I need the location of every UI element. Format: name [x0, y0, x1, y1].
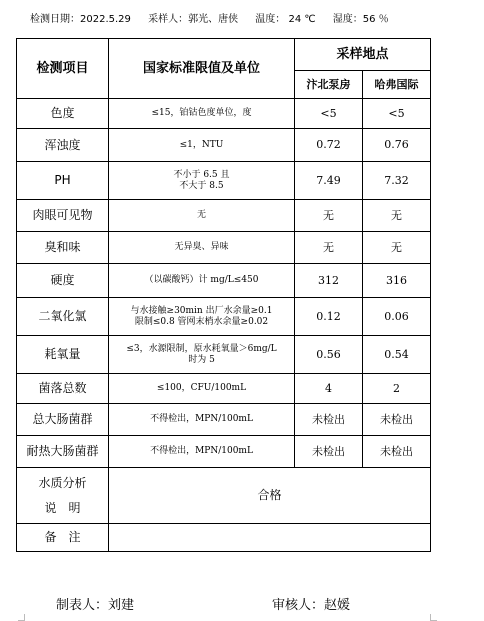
table-row: [17, 129, 431, 162]
standard-line: 限制≤0.8 管网末梢水余量≥0.02: [134, 316, 269, 327]
standard-line: ≤1，NTU: [179, 139, 224, 150]
standard-cell: [109, 162, 295, 200]
standard-line: ≤15，铂钴色度单位，度: [151, 108, 252, 119]
standard-cell: [109, 404, 295, 436]
standard-line: 不大于 8.5: [179, 180, 224, 191]
col-standard-header: 国家标准限值及单位: [109, 39, 295, 99]
standard-line: 时为 5: [188, 354, 215, 365]
remarks-row: [17, 524, 431, 552]
standard-cell: [109, 99, 295, 129]
site2-value: 316: [363, 264, 431, 298]
site2-value: 无: [363, 232, 431, 264]
item-cell: 耐热大肠菌群: [17, 436, 109, 468]
standard-line: 与水接触≥30min 出厂水余量≥0.1: [130, 305, 273, 316]
standard-line: 无: [196, 210, 206, 221]
standard-line: 不得检出，MPN/100mL: [150, 446, 253, 457]
site2-value: 7.32: [363, 162, 431, 200]
standard-cell: [109, 298, 295, 336]
sampler: 采样人：郭光、唐侠: [148, 14, 239, 25]
site1-value: 无: [295, 232, 363, 264]
standard-cell: [109, 436, 295, 468]
table-row: [17, 298, 431, 336]
test-date: 检测日期：2022.5.29: [30, 14, 131, 25]
water-quality-table: [16, 38, 431, 552]
item-cell: 总大肠菌群: [17, 404, 109, 436]
site1-value: 未检出: [295, 404, 363, 436]
site2-value: 0.54: [363, 336, 431, 374]
site1-value: 0.72: [295, 129, 363, 162]
remarks-label: 备 注: [17, 524, 109, 552]
standard-cell: [109, 232, 295, 264]
analysis-label-line: 水质分析: [38, 476, 87, 491]
item-cell: 色度: [17, 99, 109, 129]
site1-header: 汴北泵房: [295, 71, 363, 99]
analysis-label: [17, 468, 109, 524]
site1-value: <5: [295, 99, 363, 129]
standard-line: ≤3，水源限制，原水耗氧量＞6mg/L: [126, 343, 277, 354]
site2-value: 未检出: [363, 436, 431, 468]
item-cell: PH: [17, 162, 109, 200]
table-row: [17, 264, 431, 298]
standard-line: （以碳酸钙）计 mg/L≤450: [144, 275, 259, 286]
table-header-row: [17, 39, 431, 71]
standard-cell: [109, 129, 295, 162]
standard-line: 不小于 6.5 且: [173, 169, 230, 180]
analysis-label-line: 说 明: [44, 500, 81, 515]
site1-value: 0.12: [295, 298, 363, 336]
site1-value: 未检出: [295, 436, 363, 468]
prepared-by: 制表人：刘建: [56, 598, 135, 613]
site2-value: 未检出: [363, 404, 431, 436]
table-row: [17, 374, 431, 404]
table-row: [17, 336, 431, 374]
site2-value: 0.76: [363, 129, 431, 162]
remarks-value: [109, 524, 431, 552]
item-cell: 浑浊度: [17, 129, 109, 162]
table-row: [17, 162, 431, 200]
item-cell: 耗氧量: [17, 336, 109, 374]
table-row: [17, 436, 431, 468]
item-cell: 臭和味: [17, 232, 109, 264]
temperature: 温度： 24 ℃: [255, 14, 316, 25]
item-cell: 二氧化氯: [17, 298, 109, 336]
col-item-header: 检测项目: [17, 39, 109, 99]
report-header: [30, 10, 403, 25]
standard-cell: [109, 336, 295, 374]
site2-header: 哈弗国际: [363, 71, 431, 99]
reviewed-by: 审核人：赵媛: [272, 598, 351, 613]
standard-line: 无异臭、异味: [174, 242, 229, 253]
table-row: [17, 404, 431, 436]
site1-value: 0.56: [295, 336, 363, 374]
item-cell: 菌落总数: [17, 374, 109, 404]
site1-value: 312: [295, 264, 363, 298]
site1-value: 7.49: [295, 162, 363, 200]
site1-value: 无: [295, 200, 363, 232]
site2-value: 0.06: [363, 298, 431, 336]
humidity: 湿度：56 ％: [332, 14, 389, 25]
analysis-value: 合格: [109, 468, 431, 524]
col-sites-header: 采样地点: [295, 39, 431, 71]
standard-line: ≤100，CFU/100mL: [156, 383, 247, 394]
standard-line: 不得检出，MPN/100mL: [150, 414, 253, 425]
site1-value: 4: [295, 374, 363, 404]
site2-value: <5: [363, 99, 431, 129]
standard-cell: [109, 200, 295, 232]
analysis-row: [17, 468, 431, 524]
table-row: [17, 232, 431, 264]
standard-cell: [109, 264, 295, 298]
standard-cell: [109, 374, 295, 404]
item-cell: 肉眼可见物: [17, 200, 109, 232]
table-row: [17, 200, 431, 232]
item-cell: 硬度: [17, 264, 109, 298]
site2-value: 2: [363, 374, 431, 404]
site2-value: 无: [363, 200, 431, 232]
table-row: [17, 99, 431, 129]
